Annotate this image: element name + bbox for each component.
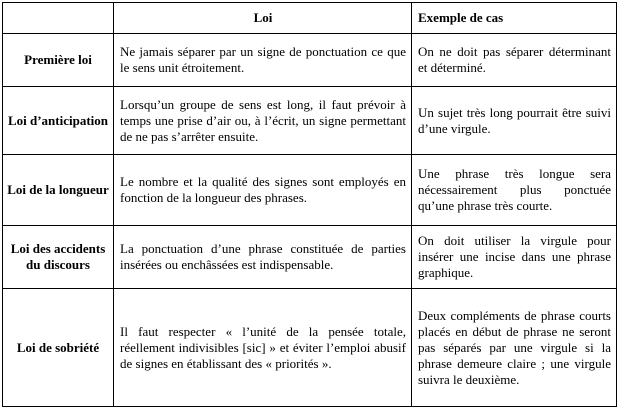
- law-description-cell: Lorsqu’un groupe de sens est long, il faut prévoir à temps une prise d’air ou, à l’écrit, un signe permettant de ne pas s’arrêter ensuite.: [114, 87, 412, 155]
- header-empty-cell: [3, 3, 114, 34]
- law-name-cell: Loi des accidents du discours: [3, 226, 114, 289]
- header-law: Loi: [114, 3, 412, 34]
- table-row: [3, 87, 617, 155]
- law-name-cell: Loi de la longueur: [3, 155, 114, 226]
- table-row: [3, 155, 617, 226]
- header-example: Exemple de cas: [412, 3, 617, 34]
- law-example-cell: Une phrase très longue sera nécessairement plus ponctuée qu’une phrase très courte.: [412, 155, 617, 226]
- law-name-cell: Loi d’anticipation: [3, 87, 114, 155]
- law-name-cell: Première loi: [3, 34, 114, 87]
- law-example-cell: Un sujet très long pourrait être suivi d’une virgule.: [412, 87, 617, 155]
- table-row: [3, 226, 617, 289]
- punctuation-laws-table: [2, 2, 617, 407]
- law-example-cell: On doit utiliser la virgule pour insérer une incise dans une phrase graphique.: [412, 226, 617, 289]
- law-example-cell: On ne doit pas séparer déterminant et déterminé.: [412, 34, 617, 87]
- law-description-cell: La ponctuation d’une phrase constituée de parties insérées ou enchâssées est indispensable.: [114, 226, 412, 289]
- table-row: [3, 289, 617, 407]
- table-row: [3, 34, 617, 87]
- law-example-cell: Deux compléments de phrase courts placés en début de phrase ne seront pas séparés par une virgule si la phrase demeure claire ; une virgule suivra le deuxième.: [412, 289, 617, 407]
- law-description-cell: Ne jamais séparer par un signe de ponctuation ce que le sens unit étroitement.: [114, 34, 412, 87]
- law-name-cell: Loi de sobriété: [3, 289, 114, 407]
- header-row: [3, 3, 617, 34]
- law-description-cell: Il faut respecter « l’unité de la pensée totale, réellement indivisibles [sic] » et éviter l’emploi abusif de signes en établissant des « priorités ».: [114, 289, 412, 407]
- law-description-cell: Le nombre et la qualité des signes sont employés en fonction de la longueur des phrases.: [114, 155, 412, 226]
